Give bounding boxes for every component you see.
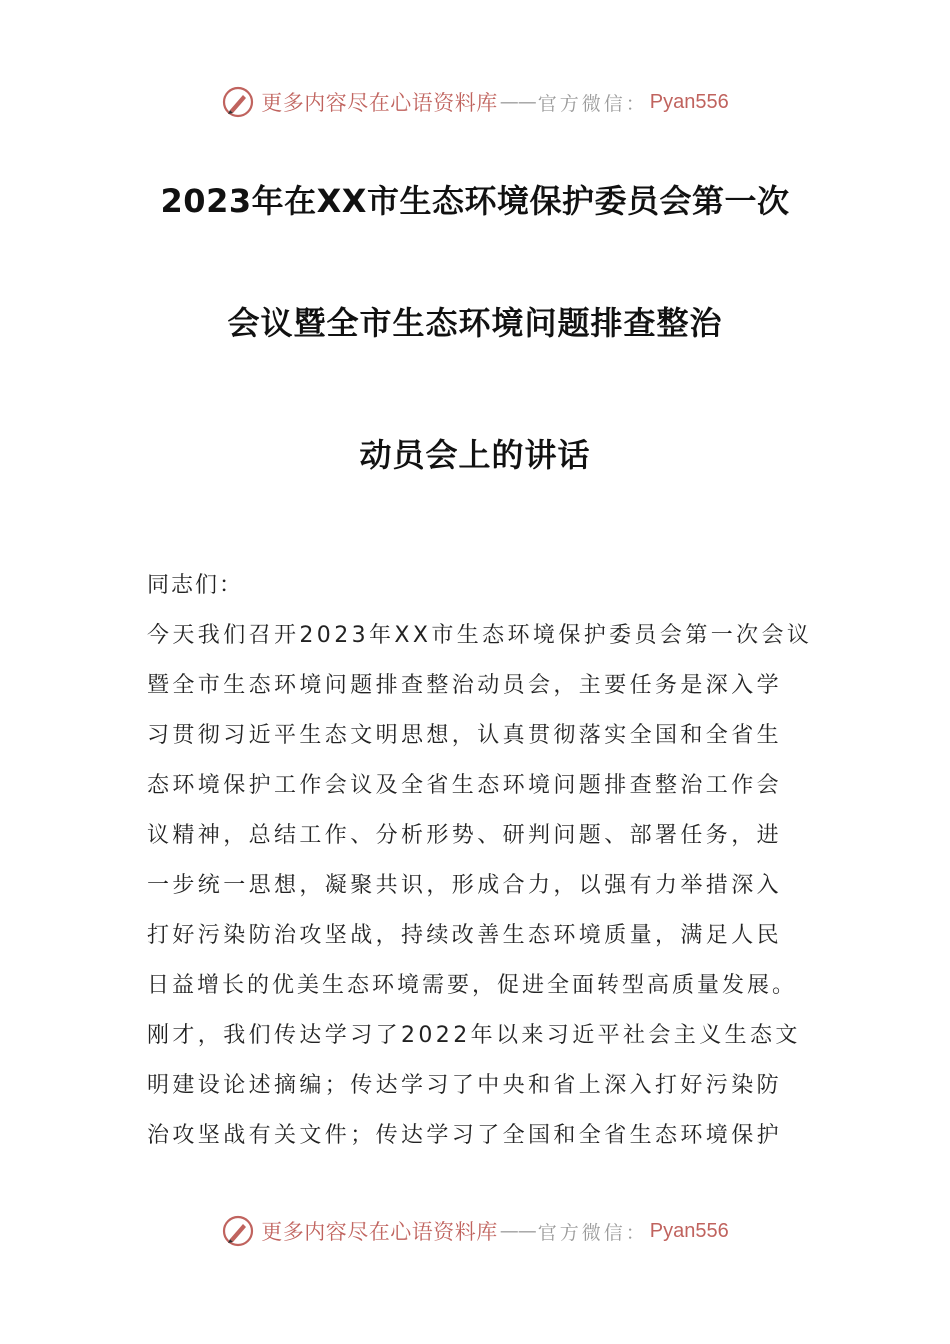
body-paragraph [147,611,813,1161]
pen-logo-icon [221,85,255,119]
body-line: 议精神，总结工作、分析形势、研判问题、部署任务，进 [147,823,783,848]
body-line: 治攻坚战有关文件；传达学习了全国和全省生态环境保护 [147,1123,783,1148]
contact-label: 官方微信： [537,92,648,115]
body-line: 今天我们召开2023年XX市生态环境保护委员会第一次会议 [147,623,813,648]
wechat-id: Pyan556 [649,90,729,113]
title-line-3: 动员会上的讲话 [359,436,591,474]
body-line: 暨全市生态环境问题排查整治动员会，主要任务是深入学 [147,673,783,698]
brand-text: 更多内容尽在心语资料库 [261,91,498,115]
body-line: 明建设论述摘编；传达学习了中央和省上深入打好污染防 [147,1073,783,1098]
wechat-id: Pyan556 [649,1219,729,1242]
body-line: 打好污染防治攻坚战，持续改善生态环境质量，满足人民 [147,923,783,948]
separator-dash: —— [499,1220,536,1242]
pen-logo-icon [221,1214,255,1248]
title-line-2: 会议暨全市生态环境问题排查整治 [227,304,723,342]
body-line: 日益增长的优美生态环境需要，促进全面转型高质量发展。 [147,973,798,998]
greeting: 同志们： [147,573,244,598]
body-line: 一步统一思想，凝聚共识，形成合力，以强有力举措深入 [147,873,783,898]
body-line: 刚才，我们传达学习了2022年以来习近平社会主义生态文 [147,1023,801,1048]
title-line-1: 2023年在XX市生态环境保护委员会第一次 [160,182,790,220]
brand-text: 更多内容尽在心语资料库 [261,1220,498,1244]
body-line: 习贯彻习近平生态文明思想，认真贯彻落实全国和全省生 [147,723,783,748]
contact-label: 官方微信： [537,1221,648,1244]
header-watermark [0,82,950,122]
body-line: 态环境保护工作会议及全省生态环境问题排查整治工作会 [147,773,783,798]
separator-dash: —— [499,91,536,113]
footer-watermark [0,1211,950,1251]
